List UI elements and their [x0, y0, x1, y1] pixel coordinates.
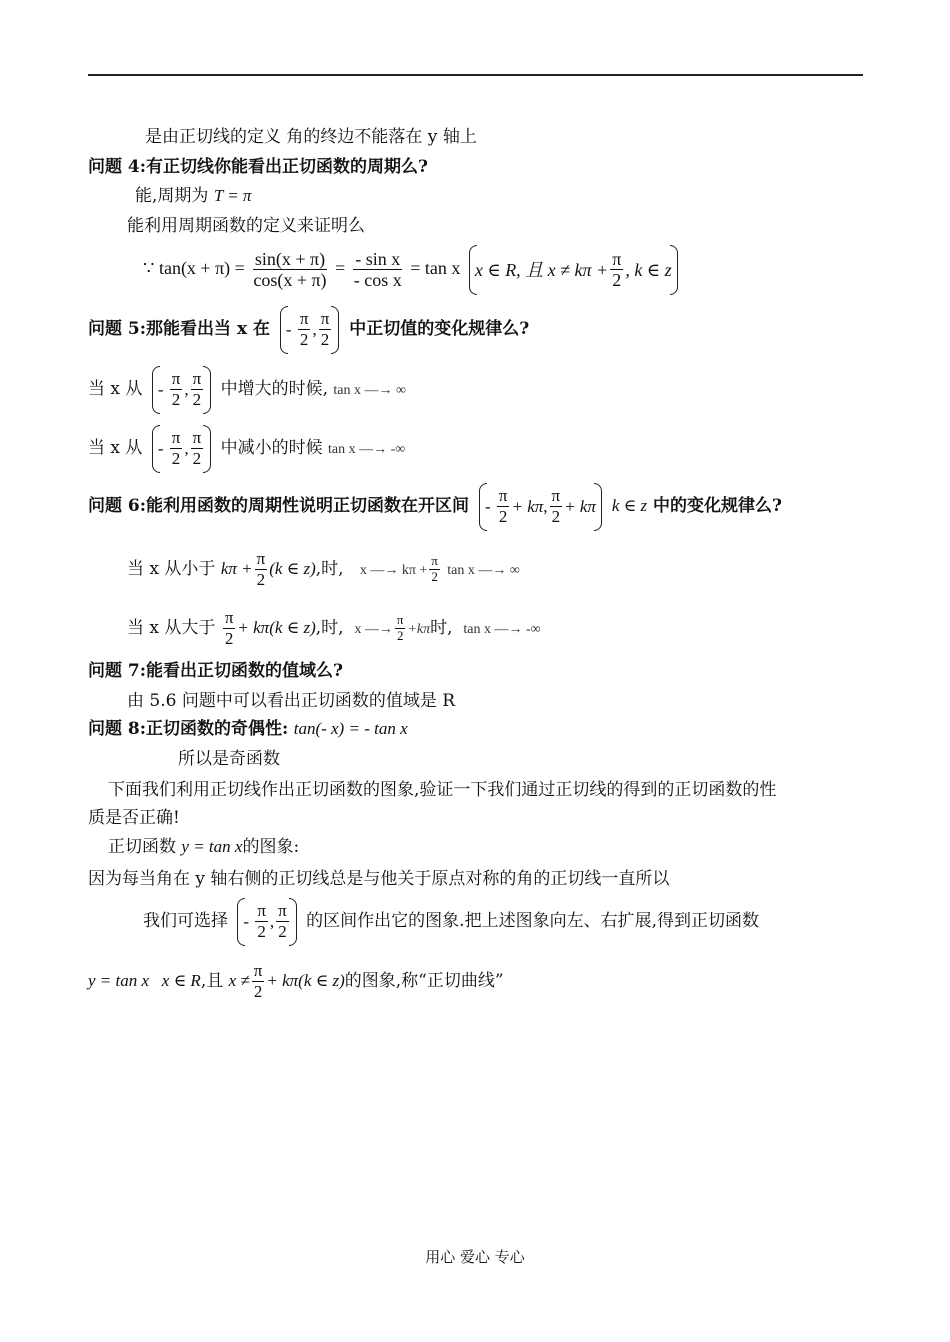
text-line: 是由正切线的定义 角的终边不能落在 y 轴上	[145, 127, 477, 147]
interval: - $\frac{\pi}{2}$ , $\frac{\pi}{2}$	[152, 428, 211, 470]
paragraph-line: 质是否正确!	[88, 808, 180, 828]
graph-interval-line: 我们可选择 - $\frac{\pi}{2}$ , $\frac{\pi}{2}$ 的区间作出它的图象.把上述图象向左、右扩展,得到正切函数	[143, 901, 759, 941]
question-6-heading: 问题 6:能利用函数的周期性说明正切函数在开区间 - $\frac{\pi}{2}$ + kπ , $\frac{\pi}{2}$ + kπ k ∈ z 中的变化规律么?	[88, 486, 782, 526]
text-line: 能利用周期函数的定义来证明么	[127, 216, 365, 236]
condition-group: x ∈ R, 且 x ≠ kπ + $\frac{\pi}{2}$ , k ∈ z	[469, 248, 678, 292]
question-7-heading: 问题 7:能看出正切函数的值域么?	[88, 661, 343, 681]
period-formula: T = π	[213, 186, 252, 205]
text-line: 所以是奇函数	[178, 749, 280, 769]
page-footer: 用心 爱心 专心	[425, 1248, 525, 1266]
limit-expression: tan x —→ -∞	[327, 442, 406, 457]
paragraph-line: 因为每当角在 y 轴右侧的正切线总是与他关于原点对称的角的正切线一直所以	[88, 869, 670, 889]
limit-expression: x —→ kπ +	[359, 563, 428, 578]
interval: - $\frac{\pi}{2}$ , $\frac{\pi}{2}$	[280, 309, 339, 351]
paragraph-line: 下面我们利用正切线作出正切函数的图象,验证一下我们通过正切线的得到的正切函数的性	[108, 780, 777, 800]
limit-expression: tan x —→ ∞	[447, 563, 520, 578]
increase-line: 当 x 从 - $\frac{\pi}{2}$ , $\frac{\pi}{2}$ 中增大的时候, tan x —→ ∞	[88, 369, 406, 409]
period-line: 能,周期为 T = π	[135, 186, 252, 206]
tangent-curve-line: y = tan x x ∈ R,且 x ≠ $\frac{\pi}{2}$ + kπ(k ∈ z)的图象,称“正切曲线”	[88, 961, 504, 1001]
question-4-heading: 问题 4:有正切线你能看出正切函数的周期么?	[88, 157, 428, 177]
text-line: 由 5.6 问题中可以看出正切函数的值域是 R	[127, 691, 456, 711]
limit-expression: tan x —→ -∞	[463, 622, 541, 637]
graph-intro-line: 正切函数 y = tan x的图象:	[108, 837, 300, 857]
interval: - $\frac{\pi}{2}$ , $\frac{\pi}{2}$	[237, 901, 296, 943]
interval: - $\frac{\pi}{2}$ + kπ , $\frac{\pi}{2}$ + kπ	[479, 486, 602, 528]
decrease-line: 当 x 从 - $\frac{\pi}{2}$ , $\frac{\pi}{2}$ 中减小的时候 tan x —→ -∞	[88, 428, 406, 468]
limit-expression: x —→	[354, 622, 393, 637]
odd-function-formula: tan(- x) = - tan x	[293, 719, 408, 738]
period-proof-equation: ∵ tan(x + π) = $\frac{\sin(x + \pi)}{\cos(x + \pi)}$ = $\frac{\text{- sin x}}{\text{- cos x}}$ = tan x x ∈ R, 且 x ≠ kπ + $\frac{\pi}{2}$ , k ∈ z	[143, 246, 682, 292]
question-8-heading: 问题 8:正切函数的奇偶性: tan(- x) = - tan x	[88, 719, 408, 739]
approach-from-above-line: 当 x 从大于 $\frac{\pi}{2}$ + kπ(k ∈ z),时, x —→ $\frac{\pi}{2}$ +kπ时, tan x —→ -∞	[127, 608, 541, 648]
fraction: $\frac{\sin(x + \pi)}{\cos(x + \pi)}$	[253, 248, 327, 291]
approach-from-below-line: 当 x 从小于 kπ + $\frac{\pi}{2}$ (k ∈ z),时, x —→ kπ + $\frac{\pi}{2}$ tan x —→ ∞	[127, 549, 520, 589]
question-5-heading: 问题 5:那能看出当 x 在 - $\frac{\pi}{2}$ , $\frac{\pi}{2}$ 中正切值的变化规律么?	[88, 309, 530, 349]
fraction: $\frac{\text{- sin x}}{\text{- cos x}}$	[353, 248, 402, 291]
limit-expression: tan x —→ ∞	[333, 383, 406, 398]
header-rule	[88, 74, 863, 76]
interval: - $\frac{\pi}{2}$ , $\frac{\pi}{2}$	[152, 369, 211, 411]
